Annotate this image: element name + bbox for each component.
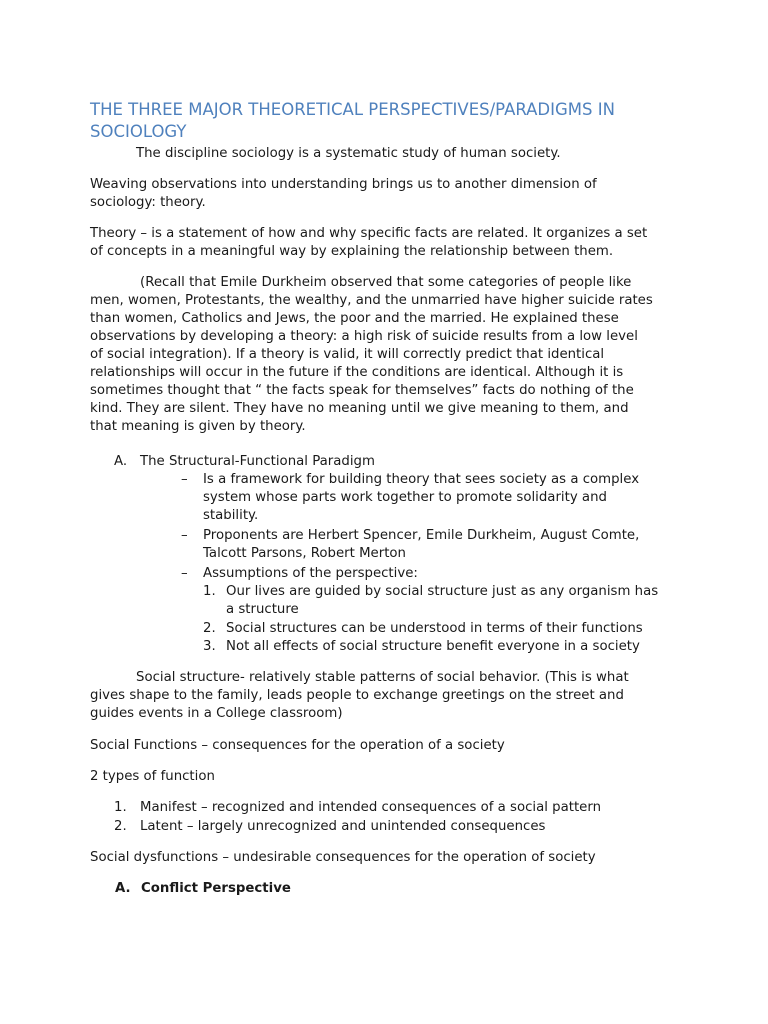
title-line-1: THE THREE MAJOR THEORETICAL PERSPECTIVES/PARADIGMS IN [90, 100, 615, 119]
framework-line-1: Is a framework for building theory that sees society as a complex [203, 472, 640, 487]
intro-paragraph: The discipline sociology is a systematic study of human society. [136, 146, 561, 161]
section-b-marker: A. [115, 881, 131, 896]
title-line-2: SOCIOLOGY [90, 122, 187, 141]
dysfunctions-paragraph: Social dysfunctions – undesirable consequences for the operation of society [90, 850, 596, 865]
durkheim-paragraph-line-2: men, women, Protestants, the wealthy, and the unmarried have higher suicide rates [90, 293, 653, 308]
durkheim-paragraph-line-6: relationships will occur in the future if the conditions are identical. Although it is [90, 365, 624, 380]
durkheim-paragraph-line-5: of social integration). If a theory is valid, it will correctly predict that identical [90, 347, 605, 362]
bullet-dash: – [181, 528, 188, 543]
function-types-paragraph: 2 types of function [90, 769, 215, 784]
assumption-2-line-1: Social structures can be understood in terms of their functions [226, 621, 643, 636]
section-b-heading: Conflict Perspective [141, 881, 291, 896]
assumptions-heading: Assumptions of the perspective: [203, 566, 418, 581]
paragraph-2-line-1: Weaving observations into understanding brings us to another dimension of [90, 177, 597, 192]
framework-line-2: system whose parts work together to promote solidarity and [203, 490, 607, 505]
bullet-dash: – [181, 472, 188, 487]
durkheim-paragraph-line-9: that meaning is given by theory. [90, 419, 306, 434]
durkheim-paragraph-line-7: sometimes thought that “ the facts speak for themselves” facts do nothing of the [90, 383, 634, 398]
theory-definition-line-2: of concepts in a meaningful way by explaining the relationship between them. [90, 244, 614, 259]
function-2-text: Latent – largely unrecognized and unintended consequences [140, 819, 546, 834]
durkheim-paragraph-line-1: (Recall that Emile Durkheim observed that some categories of people like [140, 275, 632, 290]
social-structure-line-2: gives shape to the family, leads people to exchange greetings on the street and [90, 688, 624, 703]
assumption-2-number: 2. [203, 621, 216, 636]
section-a-marker: A. [114, 454, 128, 469]
proponents-line-2: Talcott Parsons, Robert Merton [203, 546, 406, 561]
function-1-text: Manifest – recognized and intended consequences of a social pattern [140, 800, 602, 815]
assumption-1-line-2: a structure [226, 602, 299, 617]
proponents-line-1: Proponents are Herbert Spencer, Emile Durkheim, August Comte, [203, 528, 640, 543]
function-1-number: 1. [114, 800, 127, 815]
social-structure-line-1: Social structure- relatively stable patterns of social behavior. (This is what [136, 670, 629, 685]
bullet-dash: – [181, 566, 188, 581]
function-2-number: 2. [114, 819, 127, 834]
assumption-3-line-1: Not all effects of social structure benefit everyone in a society [226, 639, 640, 654]
assumption-1-line-1: Our lives are guided by social structure just as any organism has [226, 584, 659, 599]
framework-line-3: stability. [203, 508, 259, 523]
assumption-1-number: 1. [203, 584, 216, 599]
social-structure-line-3: guides events in a College classroom) [90, 706, 343, 721]
document-title [90, 99, 690, 143]
durkheim-paragraph-line-8: kind. They are silent. They have no meaning until we give meaning to them, and [90, 401, 629, 416]
durkheim-paragraph-line-3: than women, Catholics and Jews, the poor and the married. He explained these [90, 311, 619, 326]
durkheim-paragraph-line-4: observations by developing a theory: a high risk of suicide results from a low level [90, 329, 638, 344]
section-a-heading: The Structural-Functional Paradigm [140, 454, 375, 469]
social-functions-paragraph: Social Functions – consequences for the operation of a society [90, 738, 505, 753]
assumption-3-number: 3. [203, 639, 216, 654]
paragraph-2-line-2: sociology: theory. [90, 195, 206, 210]
theory-definition-line-1: Theory – is a statement of how and why specific facts are related. It organizes a set [90, 226, 648, 241]
